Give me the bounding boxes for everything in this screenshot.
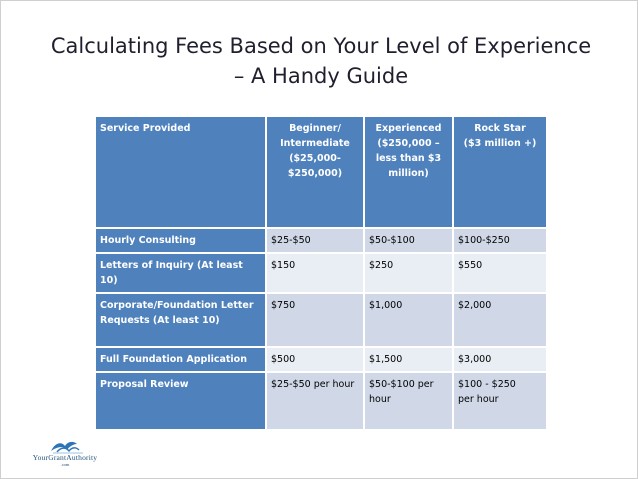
fees-table [94, 115, 548, 431]
fee-cell: $500 [266, 347, 364, 372]
fee-cell: $50-$100 per hour [364, 372, 453, 430]
service-cell: Hourly Consulting [95, 228, 266, 253]
fee-cell: $2,000 [453, 293, 547, 347]
table-row [95, 347, 547, 372]
slide-title [41, 31, 601, 91]
logo [9, 438, 121, 470]
service-cell: Corporate/Foundation Letter Requests (At least 10) [95, 293, 266, 347]
service-cell: Full Foundation Application [95, 347, 266, 372]
service-cell: Proposal Review [95, 372, 266, 430]
header-service-provided: Service Provided [95, 116, 266, 228]
service-cell: Letters of Inquiry (At least 10) [95, 253, 266, 293]
title-line-1: Calculating Fees Based on Your Level of Experience [50, 34, 592, 58]
fee-cell: $50-$100 [364, 228, 453, 253]
fee-cell: $1,500 [364, 347, 453, 372]
header-experienced: Experienced ($250,000 – less than $3 million) [364, 116, 453, 228]
table-row [95, 372, 547, 430]
fee-cell: $3,000 [453, 347, 547, 372]
fee-cell: $550 [453, 253, 547, 293]
fee-cell: $25-$50 [266, 228, 364, 253]
table-row [95, 253, 547, 293]
title-line-2: – A Handy Guide [233, 64, 409, 88]
fee-cell: $150 [266, 253, 364, 293]
fee-cell: $250 [364, 253, 453, 293]
fee-cell: $100 - $250 per hour [453, 372, 547, 430]
table-row [95, 293, 547, 347]
logo-wave-icon [9, 438, 121, 454]
fee-cell: $750 [266, 293, 364, 347]
table-row [95, 228, 547, 253]
fee-cell: $25-$50 per hour [266, 372, 364, 430]
header-rock-star: Rock Star ($3 million +) [453, 116, 547, 228]
header-beginner: Beginner/ Intermediate ($25,000- $250,000) [266, 116, 364, 228]
header-row [95, 116, 547, 228]
logo-suffix: .com [60, 462, 70, 467]
fee-cell: $1,000 [364, 293, 453, 347]
logo-text: YourGrantAuthority [32, 453, 98, 462]
fee-cell: $100-$250 [453, 228, 547, 253]
